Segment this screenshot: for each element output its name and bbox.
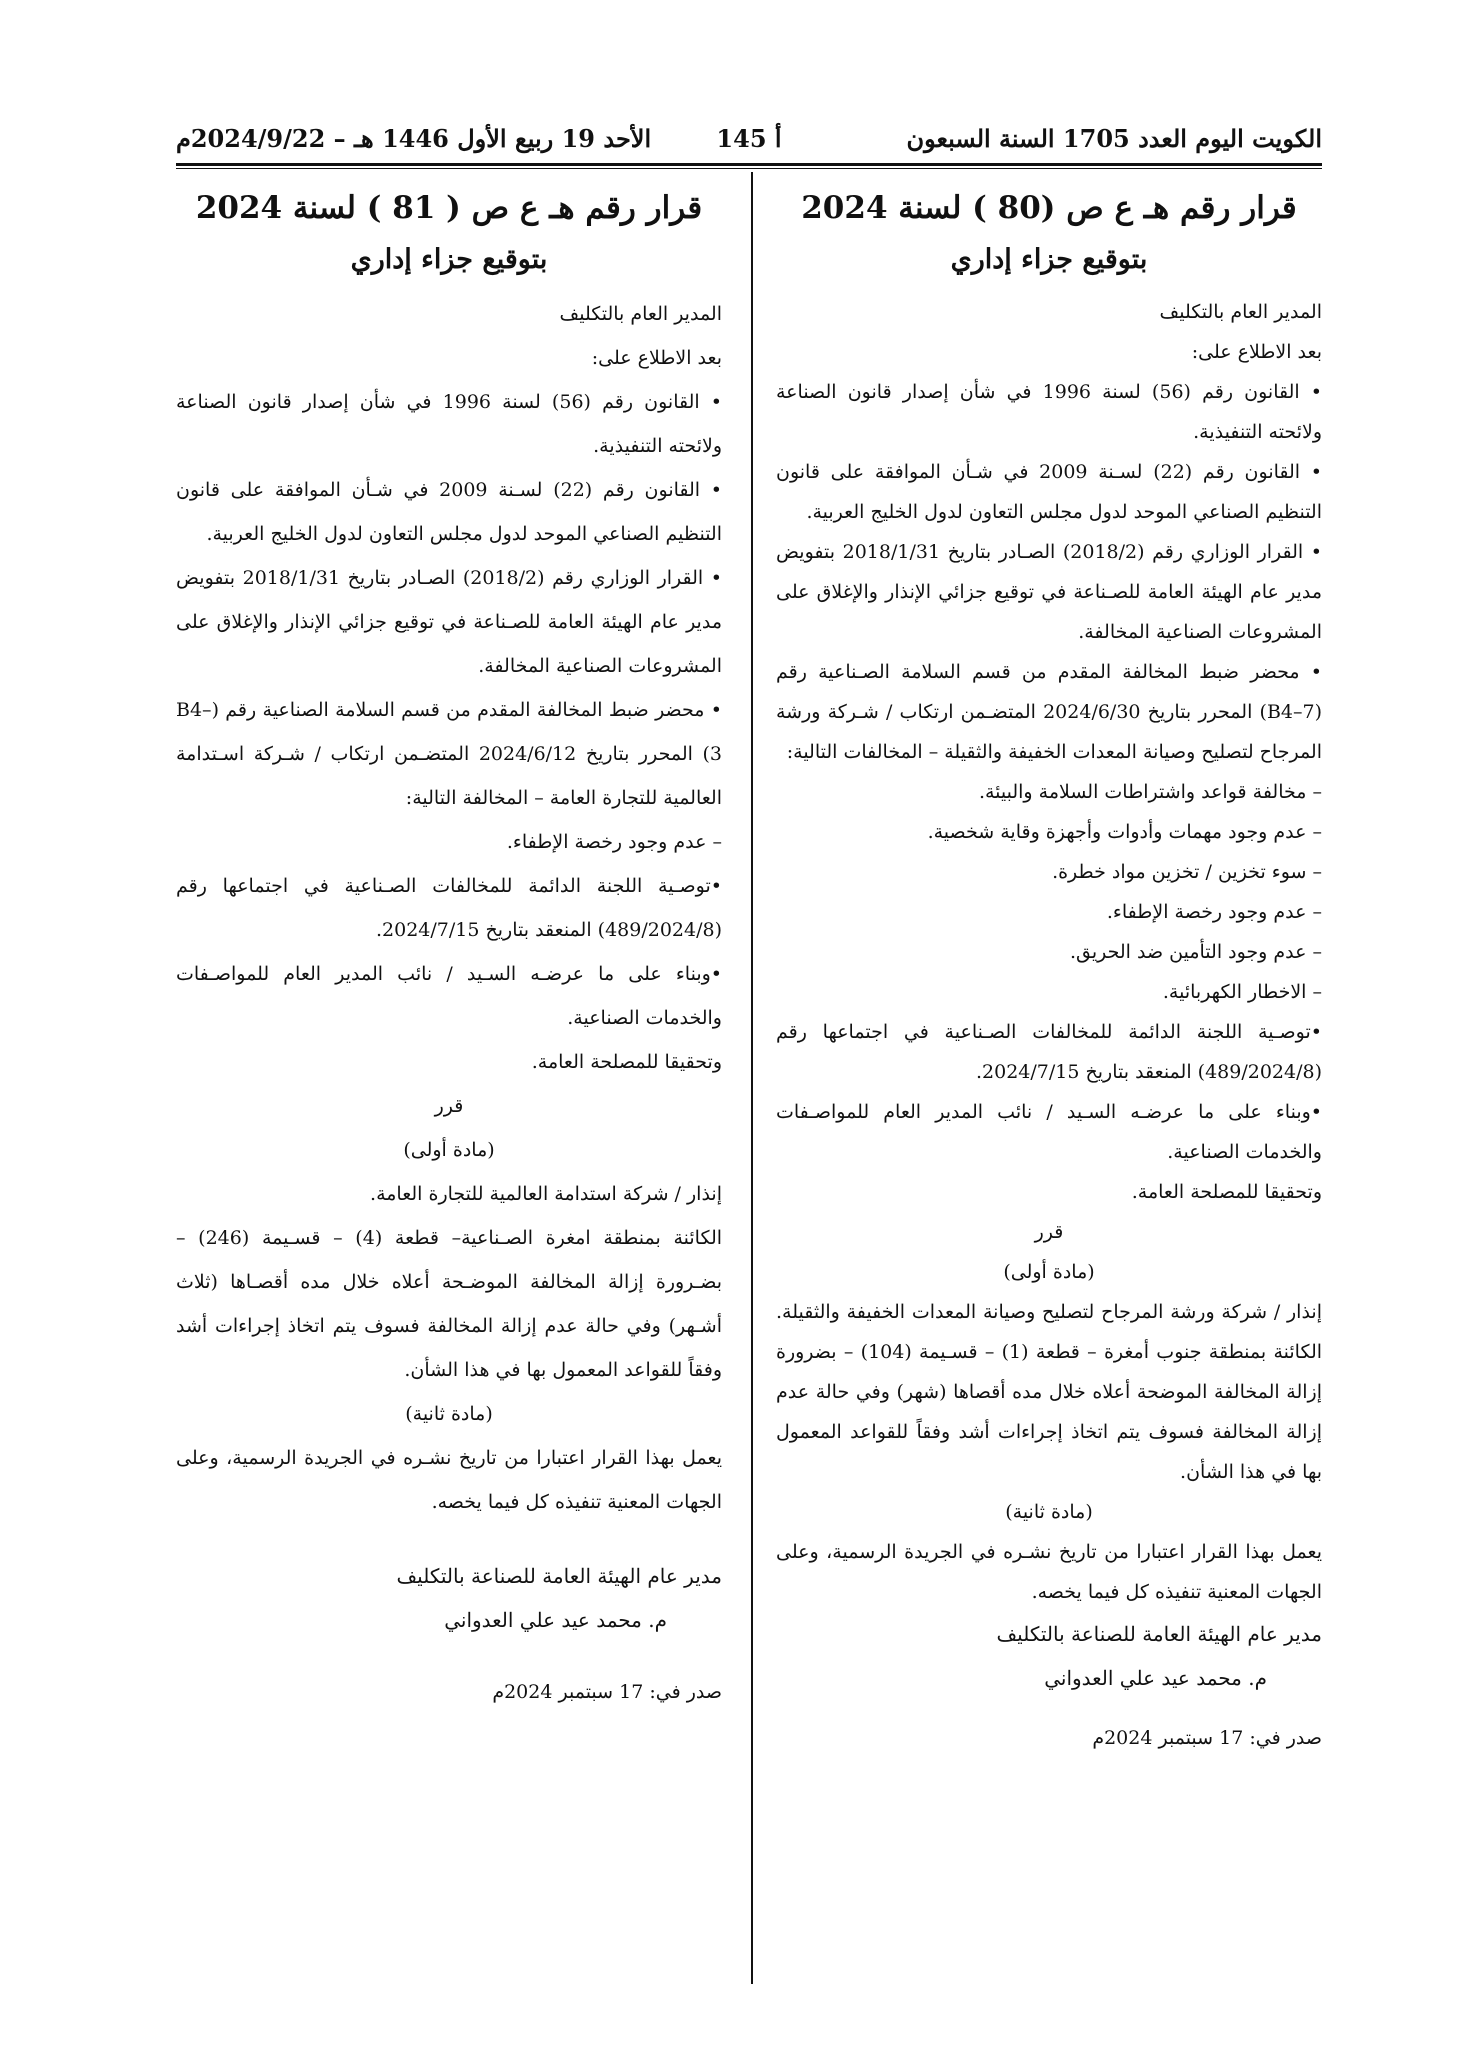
decision-81-article-1-line: إنذار / شركة استدامة العالمية للتجارة العامة. [370, 1183, 722, 1205]
decision-81-ref-6: •وبناء على ما عرضـه السـيد / نائب المدير العام للمواصـفات والخدمات الصناعية. [176, 963, 722, 1029]
decision-80-violation-1: – مخالفة قواعد واشتراطات السلامة والبيئة. [978, 781, 1322, 803]
decision-81-issued-date: صدر في: 17 سبتمبر 2024م [492, 1681, 722, 1703]
decision-81-title: قرار رقم هـ ع ص ( 81 ) لسنة 2024 [195, 190, 703, 226]
decision-80-article-2-text: يعمل بهذا القرار اعتبارا من تاريخ نشـره في الجريدة الرسمية، وعلى الجهات المعنية تنفيذه كل فيما يخصه. [776, 1541, 1322, 1603]
decision-81-ref-5: •توصـية اللجنة الدائمة للمخالفات الصـناعية في اجتماعها رقم (489/2024/8) المنعقد بتاريخ 2024/7/15. [176, 875, 722, 941]
decision-80-violation-4: – عدم وجود رخصة الإطفاء. [1106, 901, 1322, 923]
header-rule-thin [176, 168, 1322, 169]
decision-81-ref-3: • القرار الوزاري رقم (2018/2) الصـادر بتاريخ 2018/1/31 بتفويض مدير عام الهيئة العامة للصـناعة في توقيع جزائي الإنذار والإغلاق على المشروعات الصناعية المخالفة. [176, 567, 722, 677]
decision-80-article-1-text: إنذار / شركة ورشة المرجاح لتصليح وصيانة المعدات الخفيفة والثقيلة. الكائنة بمنطقة جنوب أمغرة – قطعة (1) – قسـيمة (104) – بضرورة إزالة المخالفة الموضحة أعلاه خلال مده أقصاها (شهر) وفي حالة عدم إزالة المخالفة فسوف يتم اتخاذ إجراءات أشد وفقاً للقواعد المعمول بها في هذا الشأن. [776, 1301, 1323, 1483]
decision-80-decided: قرر [1034, 1221, 1064, 1243]
decision-80-violation-6: – الاخطار الكهربائية. [1162, 981, 1322, 1003]
decision-80-issued-date: صدر في: 17 سبتمبر 2024م [1092, 1727, 1322, 1749]
decision-81-signer-title: مدير عام الهيئة العامة للصناعة بالتكليف [396, 1564, 722, 1588]
header-rule [176, 163, 1322, 166]
decision-80-signer-title: مدير عام الهيئة العامة للصناعة بالتكليف [996, 1622, 1322, 1646]
decision-80-violation-3: – سوء تخزين / تخزين مواد خطرة. [1052, 861, 1322, 883]
decision-80-article-1-title: (مادة أولى) [1003, 1261, 1095, 1283]
decision-80-column [776, 178, 1322, 1758]
column-divider [751, 172, 753, 1984]
decision-80-ref-5: •توصـية اللجنة الدائمة للمخالفات الصـناعية في اجتماعها رقم (489/2024/8) المنعقد بتاريخ 2024/7/15. [776, 1021, 1322, 1083]
header-page-number: أ 145 [716, 123, 782, 153]
decision-80-ref-3: • القرار الوزاري رقم (2018/2) الصـادر بتاريخ 2018/1/31 بتفويض مدير عام الهيئة العامة للصـناعة في توقيع جزائي الإنذار والإغلاق على المشروعات الصناعية المخالفة. [776, 541, 1322, 643]
decision-81-column [176, 178, 722, 1712]
decision-81-ref-7: وتحقيقا للمصلحة العامة. [531, 1051, 722, 1073]
decision-81-ref-4: • محضر ضبط المخالفة المقدم من قسم السلامة الصناعية رقم (B4–3) المحرر بتاريخ 2024/6/12 المتضـمن ارتكاب / شـركة اسـتدامة العالمية للتجارة العامة – المخالفة التالية: [176, 699, 722, 809]
decision-80-article-2-title: (مادة ثانية) [1005, 1501, 1093, 1523]
decision-80-signer-name: م. محمد عيد علي العدواني [1044, 1666, 1267, 1690]
decision-80-ref-1: • القانون رقم (56) لسنة 1996 في شأن إصدار قانون الصناعة ولائحته التنفيذية. [776, 381, 1323, 443]
decision-81-ref-1: • القانون رقم (56) لسنة 1996 في شأن إصدار قانون الصناعة ولائحته التنفيذية. [176, 391, 723, 457]
decision-80-violation-2: – عدم وجود مهمات وأدوات وأجهزة وقاية شخصية. [927, 821, 1322, 843]
decision-81-intro: بعد الاطلاع على: [591, 347, 722, 369]
decision-80-ref-4: • محضر ضبط المخالفة المقدم من قسم السلامة الصـناعية رقم (B4–7) المحرر بتاريخ 2024/6/30 المتضـمن ارتكاب / شـركة ورشة المرجاح لتصليح وصيانة المعدات الخفيفة والثقيلة – المخالفات التالية: [776, 661, 1323, 763]
decision-80-issuer: المدير العام بالتكليف [1159, 301, 1322, 323]
decision-81-article-1-title: (مادة أولى) [403, 1139, 495, 1161]
decision-80-subtitle: بتوقيع جزاء إداري [950, 244, 1148, 275]
decision-80-ref-6: •وبناء على ما عرضـه السـيد / نائب المدير العام للمواصـفات والخدمات الصناعية. [776, 1101, 1322, 1163]
decision-80-violation-5: – عدم وجود التأمين ضد الحريق. [1069, 941, 1322, 963]
decision-80-title: قرار رقم هـ ع ص (80 ) لسنة 2024 [801, 190, 1297, 226]
decision-80-intro: بعد الاطلاع على: [1191, 341, 1322, 363]
decision-81-ref-2: • القانون رقم (22) لسـنة 2009 في شـأن الموافقة على قانون التنظيم الصناعي الموحد لدول مجلس التعاون لدول الخليج العربية. [176, 479, 723, 545]
decision-81-article-1-text: الكائنة بمنطقة امغرة الصـناعية– قطعة (4) – قسـيمة (246) – بضـرورة إزالة المخالفة الموضـحة أعلاه خلال مده أقصـاها (ثلاث أشـهر) وفي حالة عدم إزالة المخالفة فسوف يتم اتخاذ إجراءات أشد وفقاً للقواعد المعمول بها في هذا الشأن. [176, 1227, 723, 1381]
decision-80-ref-7: وتحقيقا للمصلحة العامة. [1131, 1181, 1322, 1203]
decision-81-violation-1: – عدم وجود رخصة الإطفاء. [506, 831, 722, 853]
decision-81-decided: قرر [434, 1095, 464, 1117]
decision-81-signer-name: م. محمد عيد علي العدواني [444, 1608, 667, 1632]
decision-81-article-2-title: (مادة ثانية) [405, 1403, 493, 1425]
page-header [176, 118, 1322, 158]
decision-81-article-2-text: يعمل بهذا القرار اعتبارا من تاريخ نشـره في الجريدة الرسمية، وعلى الجهات المعنية تنفيذه كل فيما يخصه. [176, 1447, 722, 1513]
decision-80-ref-2: • القانون رقم (22) لسـنة 2009 في شـأن الموافقة على قانون التنظيم الصناعي الموحد لدول مجلس التعاون لدول الخليج العربية. [776, 461, 1323, 523]
decision-81-issuer: المدير العام بالتكليف [559, 303, 722, 325]
decision-81-subtitle: بتوقيع جزاء إداري [350, 244, 548, 275]
header-issue: الكويت اليوم العدد 1705 السنة السبعون [906, 123, 1322, 153]
header-date: الأحد 19 ربيع الأول 1446 هـ – 2024/9/22م [176, 123, 652, 153]
